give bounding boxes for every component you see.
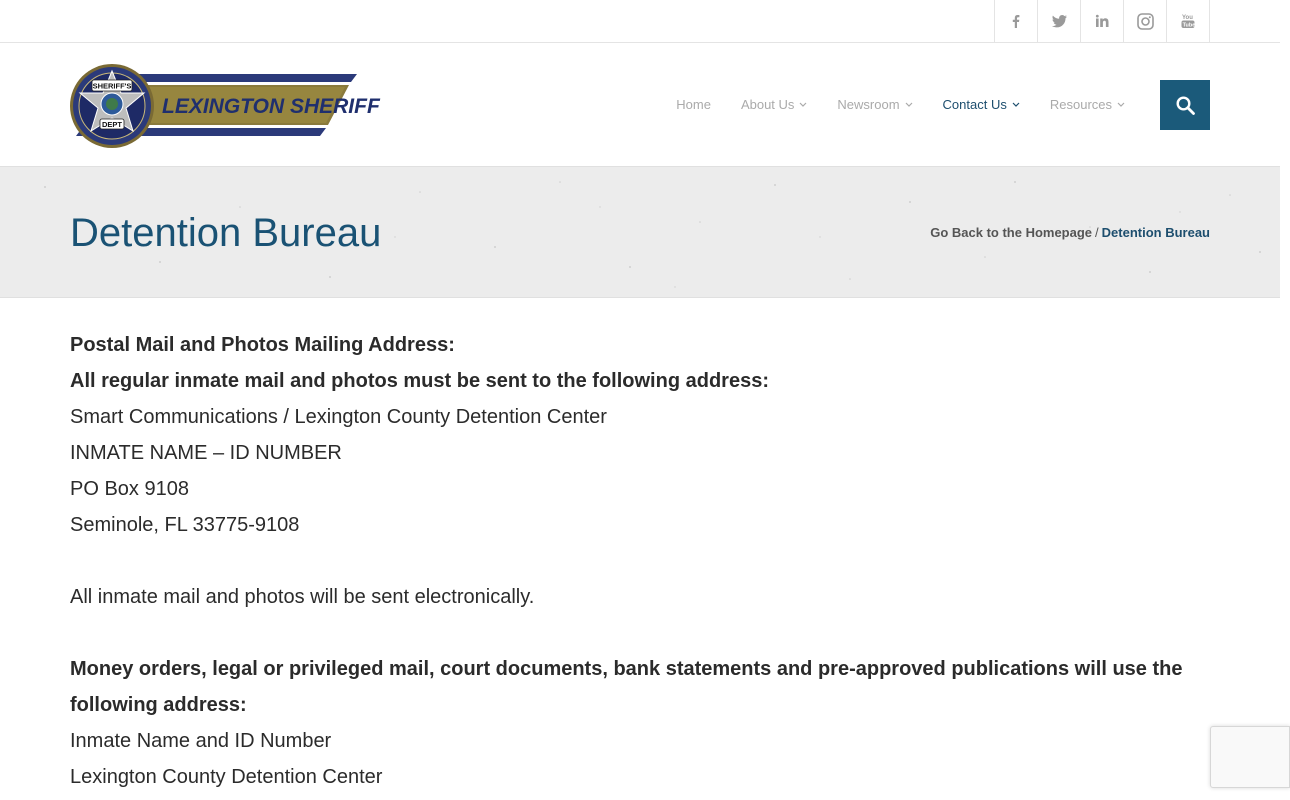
- nav-resources-label: Resources: [1049, 97, 1112, 112]
- nav-home-label: Home: [676, 97, 711, 112]
- breadcrumb: [930, 225, 1210, 240]
- badge-bottom-text: DEPT: [101, 120, 123, 129]
- postal-address-line-4: Seminole, FL 33775-9108: [70, 514, 300, 536]
- main-nav: [646, 43, 1125, 166]
- breadcrumb-separator: /: [1095, 225, 1099, 240]
- search-button[interactable]: [1160, 80, 1210, 130]
- chevron-down-icon: [1117, 102, 1125, 107]
- nav-newsroom-label: Newsroom: [837, 97, 900, 112]
- chevron-down-icon: [1012, 102, 1020, 107]
- nav-contact-label: Contact Us: [942, 97, 1007, 112]
- linkedin-link[interactable]: [1081, 0, 1124, 42]
- chevron-down-icon: [799, 102, 807, 107]
- page-title-bar: [0, 166, 1280, 298]
- postal-address-line-1: Smart Communications / Lexington County Detention Center: [70, 406, 607, 428]
- nav-home[interactable]: [676, 97, 711, 112]
- postal-heading: Postal Mail and Photos Mailing Address:: [70, 334, 455, 356]
- facebook-icon: [1009, 14, 1023, 28]
- instagram-icon: [1137, 13, 1154, 30]
- money-address-line-2: Lexington County Detention Center: [70, 766, 383, 788]
- nav-about[interactable]: [741, 97, 807, 112]
- nav-about-label: About Us: [740, 97, 795, 112]
- youtube-link[interactable]: [1167, 0, 1210, 42]
- youtube-icon: [1181, 13, 1195, 29]
- instagram-link[interactable]: [1124, 0, 1167, 42]
- recaptcha-badge[interactable]: [1210, 726, 1290, 788]
- twitter-icon: [1052, 15, 1067, 28]
- social-links: [994, 0, 1210, 42]
- sheriff-badge-logo: [70, 63, 380, 149]
- linkedin-icon: [1095, 14, 1109, 28]
- chevron-down-icon: [905, 102, 913, 107]
- search-icon: [1176, 96, 1195, 115]
- svg-text:You: You: [1182, 15, 1193, 21]
- nav-newsroom[interactable]: [837, 97, 912, 112]
- main-content: [70, 327, 1210, 795]
- svg-text:Tube: Tube: [1182, 22, 1196, 29]
- postal-subheading: All regular inmate mail and photos must be sent to the following address:: [70, 370, 769, 392]
- postal-address-line-3: PO Box 9108: [70, 478, 189, 500]
- social-bar: [0, 0, 1280, 43]
- page-title: Detention Bureau: [70, 211, 382, 255]
- electronic-mail-note: All inmate mail and photos will be sent electronically.: [70, 586, 535, 608]
- twitter-link[interactable]: [1038, 0, 1081, 42]
- nav-contact[interactable]: [943, 97, 1020, 112]
- site-header: [0, 43, 1280, 166]
- badge-top-text: SHERIFF'S: [92, 81, 132, 91]
- money-address-line-1: Inmate Name and ID Number: [70, 730, 332, 752]
- breadcrumb-current: Detention Bureau: [1101, 225, 1210, 240]
- postal-address-line-2: INMATE NAME – ID NUMBER: [70, 442, 342, 464]
- breadcrumb-home-link[interactable]: Go Back to the Homepage: [930, 225, 1093, 240]
- nav-resources[interactable]: [1050, 97, 1125, 112]
- facebook-link[interactable]: [995, 0, 1038, 42]
- money-orders-heading: Money orders, legal or privileged mail, court documents, bank statements and pre-approved publications will use the following address:: [70, 658, 1183, 716]
- site-logo[interactable]: [70, 63, 380, 149]
- logo-text: LEXINGTON SHERIFF: [162, 95, 380, 118]
